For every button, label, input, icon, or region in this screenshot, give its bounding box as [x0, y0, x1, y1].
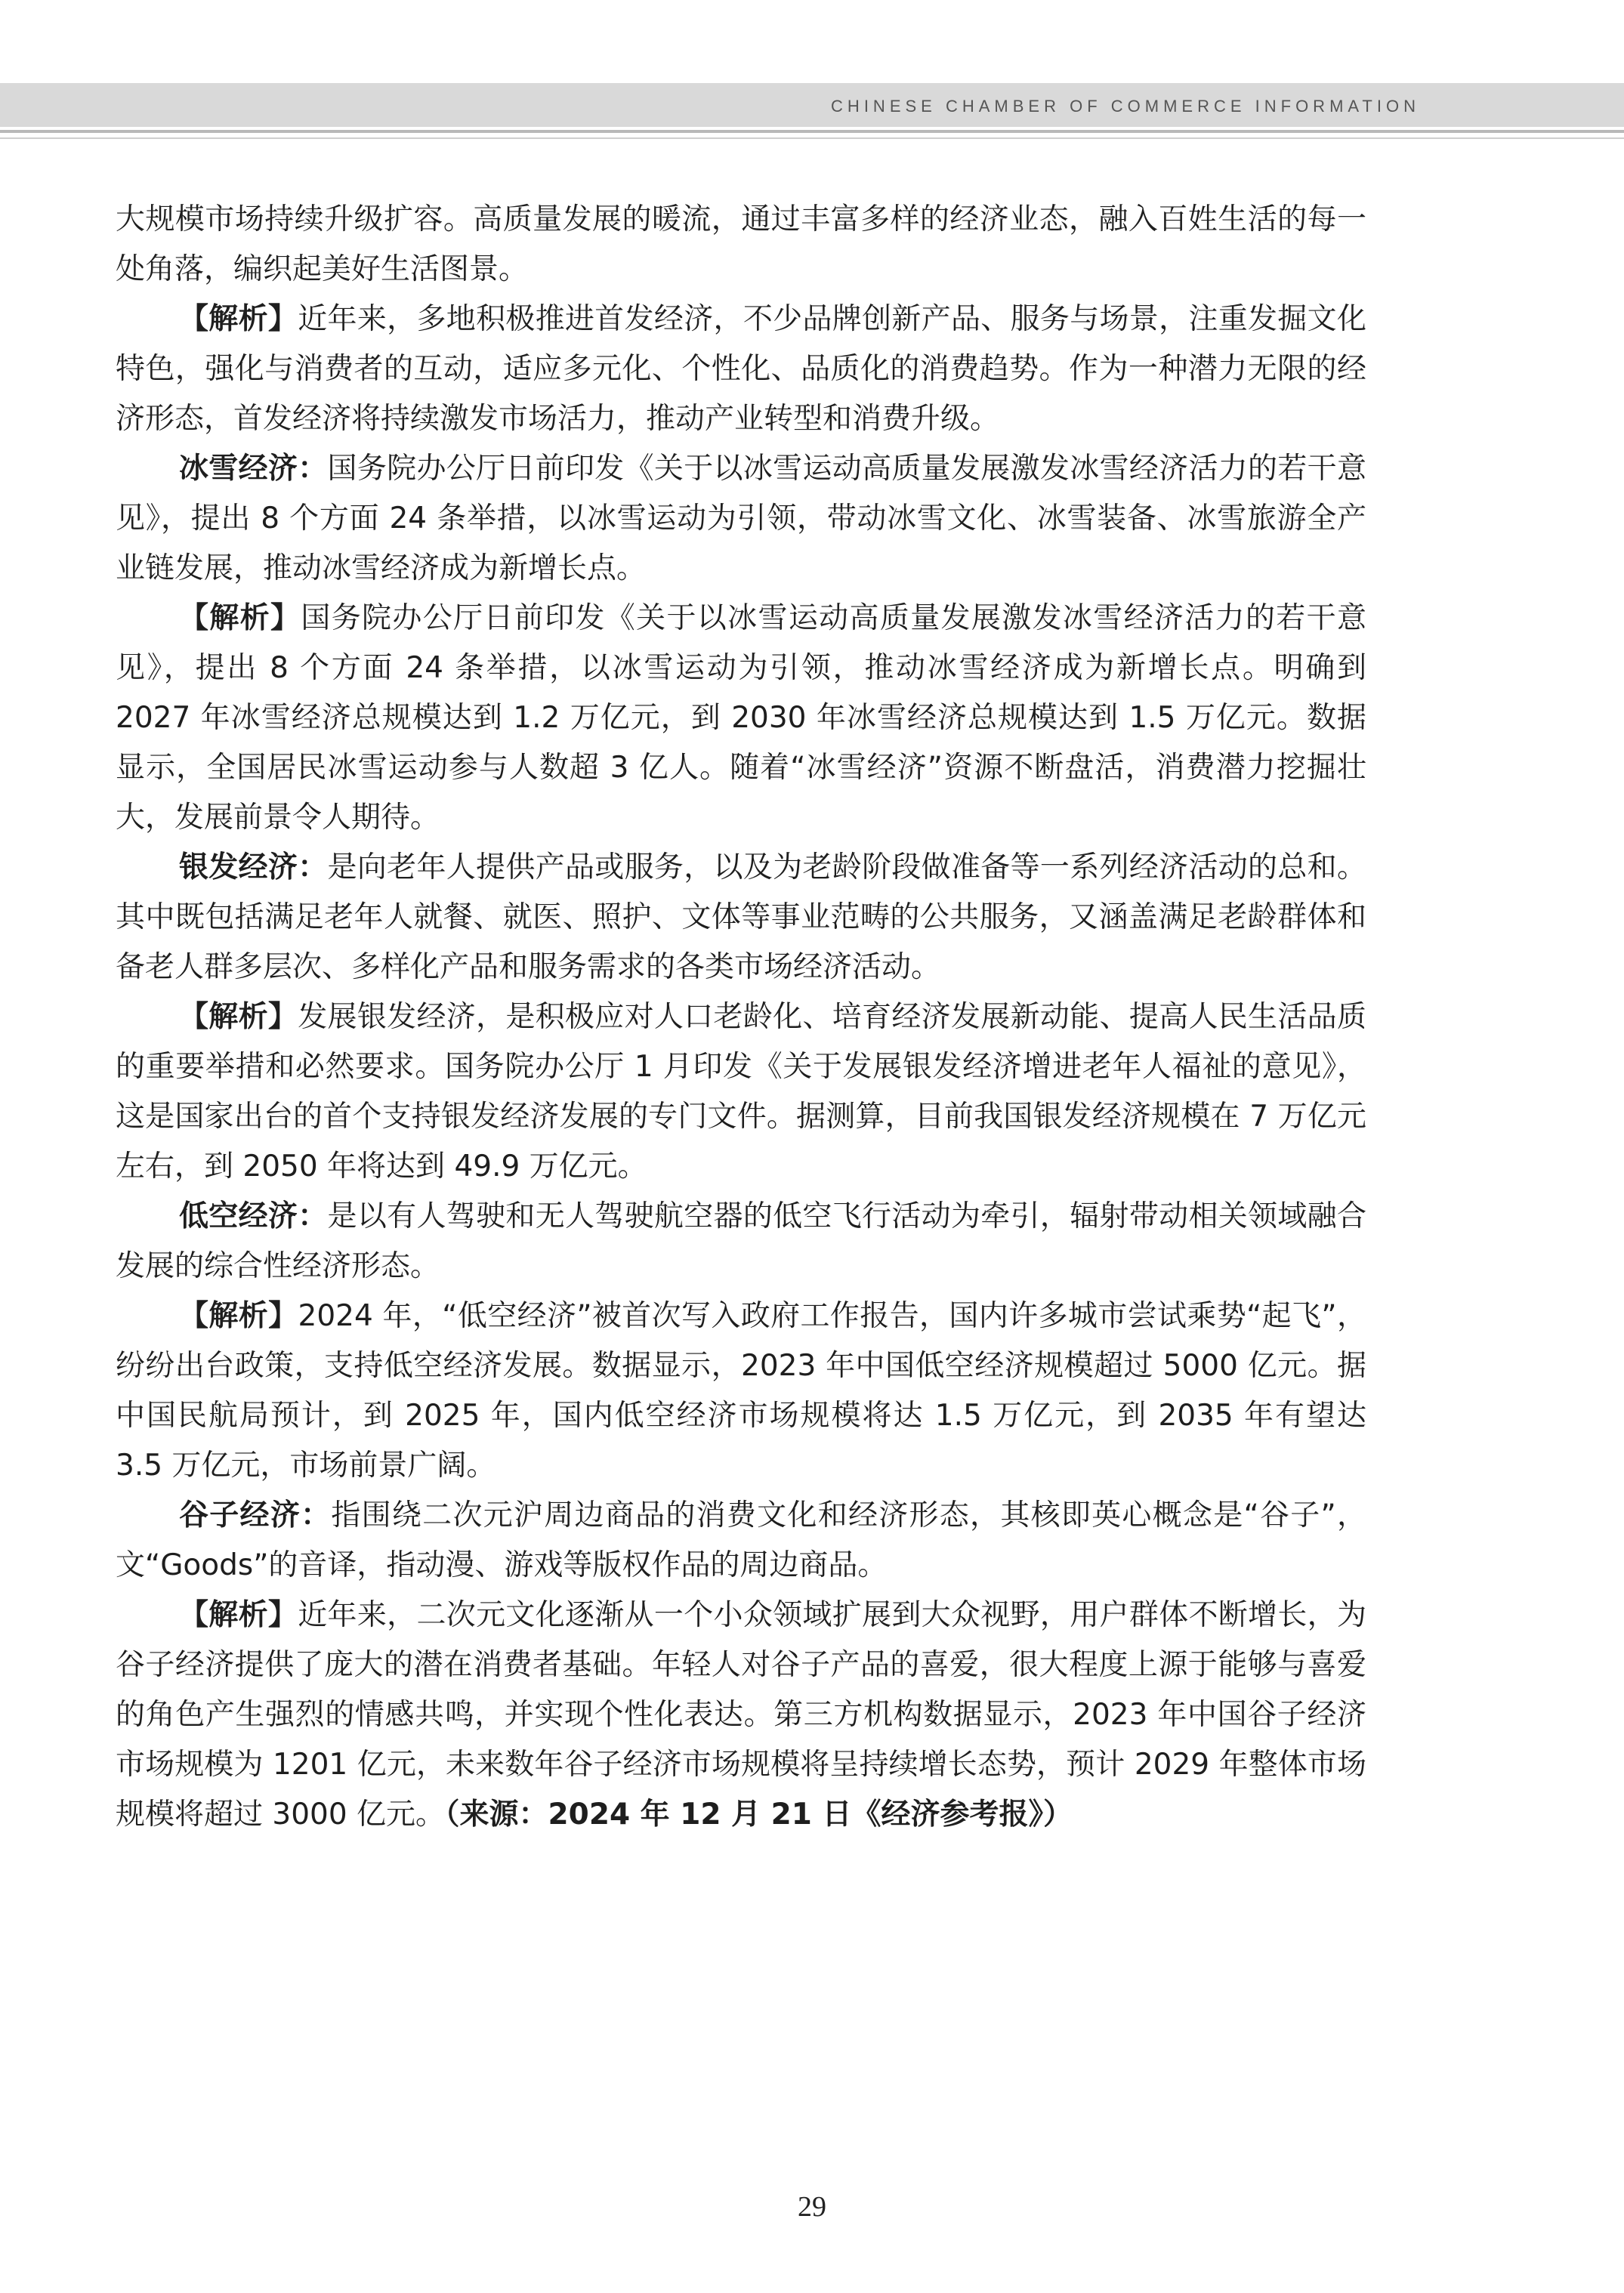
analysis-tag: 【解析】: [179, 601, 301, 635]
analysis-tag: 【解析】: [179, 1299, 298, 1333]
paragraph-term-guzi-economy: [116, 1491, 1366, 1591]
paragraph-text: 是向老年人提供产品或服务，以及为老龄阶段做准备等一系列经济活动的总和。其中既包括满足老年人就餐、就医、照护、文体等事业范畴的公共服务，又涵盖满足老龄群体和备老人群多层次、多样化产品和服务需求的各类市场经济活动。: [116, 850, 1366, 984]
paragraph-text: 是以有人驾驶和无人驾驶航空器的低空飞行活动为牵引，辐射带动相关领域融合发展的综合性经济形态。: [116, 1199, 1366, 1283]
paragraph-analysis: [116, 992, 1366, 1192]
paragraph-text: 国务院办公厅日前印发《关于以冰雪运动高质量发展激发冰雪经济活力的若干意见》，提出 8 个方面 24 条举措，以冰雪运动为引领，推动冰雪经济成为新增长点。明确到 2027 年冰雪经济总规模达到 1.2 万亿元，到 2030 年冰雪经济总规模达到 1.5 万亿元。数据显示，全国居民冰雪运动参与人数超 3 亿人。随着“冰雪经济”资源不断盘活，消费潜力挖掘壮大，发展前景令人期待。: [116, 601, 1366, 835]
page-number: 29: [798, 2191, 826, 2223]
paragraph-term-ice-snow-economy: [116, 444, 1366, 594]
paragraph-text: 指围绕二次元沪周边商品的消费文化和经济形态，其核即英心概念是“谷子”，文“Goods”的音译，指动漫、游戏等版权作品的周边商品。: [116, 1498, 1366, 1582]
paragraph: [116, 195, 1366, 295]
paragraph-analysis: [116, 1292, 1366, 1491]
paragraph-analysis: [116, 295, 1366, 444]
article-body: [116, 195, 1366, 1840]
header-divider: [0, 130, 1624, 133]
paragraph-text: 近年来，二次元文化逐渐从一个小众领域扩展到大众视野，用户群体不断增长，为谷子经济提供了庞大的潜在消费者基础。年轻人对谷子产品的喜爱，很大程度上源于能够与喜爱的角色产生强烈的情感共鸣，并实现个性化表达。第三方机构数据显示，2023 年中国谷子经济市场规模为 1201 亿元，未来数年谷子经济市场规模将呈持续增长态势，预计 2029 年整体市场规模将超过 3000 亿元。: [116, 1598, 1366, 1832]
paragraph-term-low-altitude-economy: [116, 1192, 1366, 1292]
paragraph-text: 2024 年，“低空经济”被首次写入政府工作报告，国内许多城市尝试乘势“起飞”，纷纷出台政策，支持低空经济发展。数据显示，2023 年中国低空经济规模超过 5000 亿元。据中国民航局预计，到 2025 年，国内低空经济市场规模将达 1.5 万亿元，到 2035 年有望达 3.5 万亿元，市场前景广阔。: [116, 1299, 1366, 1483]
analysis-tag: 【解析】: [179, 1598, 298, 1632]
running-header: CHINESE CHAMBER OF COMMERCE INFORMATION: [831, 97, 1420, 116]
term-label: 冰雪经济：: [179, 452, 328, 486]
paragraph-text: 发展银发经济，是积极应对人口老龄化、培育经济发展新动能、提高人民生活品质的重要举措和必然要求。国务院办公厅 1 月印发《关于发展银发经济增进老年人福祉的意见》，这是国家出台的首个支持银发经济发展的专门文件。据测算，目前我国银发经济规模在 7 万亿元左右，到 2050 年将达到 49.9 万亿元。: [116, 1000, 1366, 1184]
header-divider-thin: [0, 137, 1624, 139]
source-note: （来源：2024 年 12 月 21 日《经济参考报》）: [445, 1798, 1073, 1832]
term-label: 低空经济：: [179, 1199, 328, 1233]
analysis-tag: 【解析】: [179, 302, 298, 336]
paragraph-analysis: [116, 1591, 1366, 1840]
analysis-tag: 【解析】: [179, 1000, 298, 1034]
paragraph-analysis: [116, 594, 1366, 843]
term-label: 谷子经济：: [179, 1498, 332, 1532]
paragraph-text: 近年来，多地积极推进首发经济，不少品牌创新产品、服务与场景，注重发掘文化特色，强化与消费者的互动，适应多元化、个性化、品质化的消费趋势。作为一种潜力无限的经济形态，首发经济将持续激发市场活力，推动产业转型和消费升级。: [116, 302, 1366, 436]
paragraph-text: 大规模市场持续升级扩容。高质量发展的暖流，通过丰富多样的经济业态，融入百姓生活的每一处角落，编织起美好生活图景。: [116, 202, 1366, 286]
paragraph-term-silver-economy: [116, 843, 1366, 992]
paragraph-text: 国务院办公厅日前印发《关于以冰雪运动高质量发展激发冰雪经济活力的若干意见》，提出 8 个方面 24 条举措，以冰雪运动为引领，带动冰雪文化、冰雪装备、冰雪旅游全产业链发展，推动冰雪经济成为新增长点。: [116, 452, 1366, 585]
term-label: 银发经济：: [179, 850, 328, 884]
